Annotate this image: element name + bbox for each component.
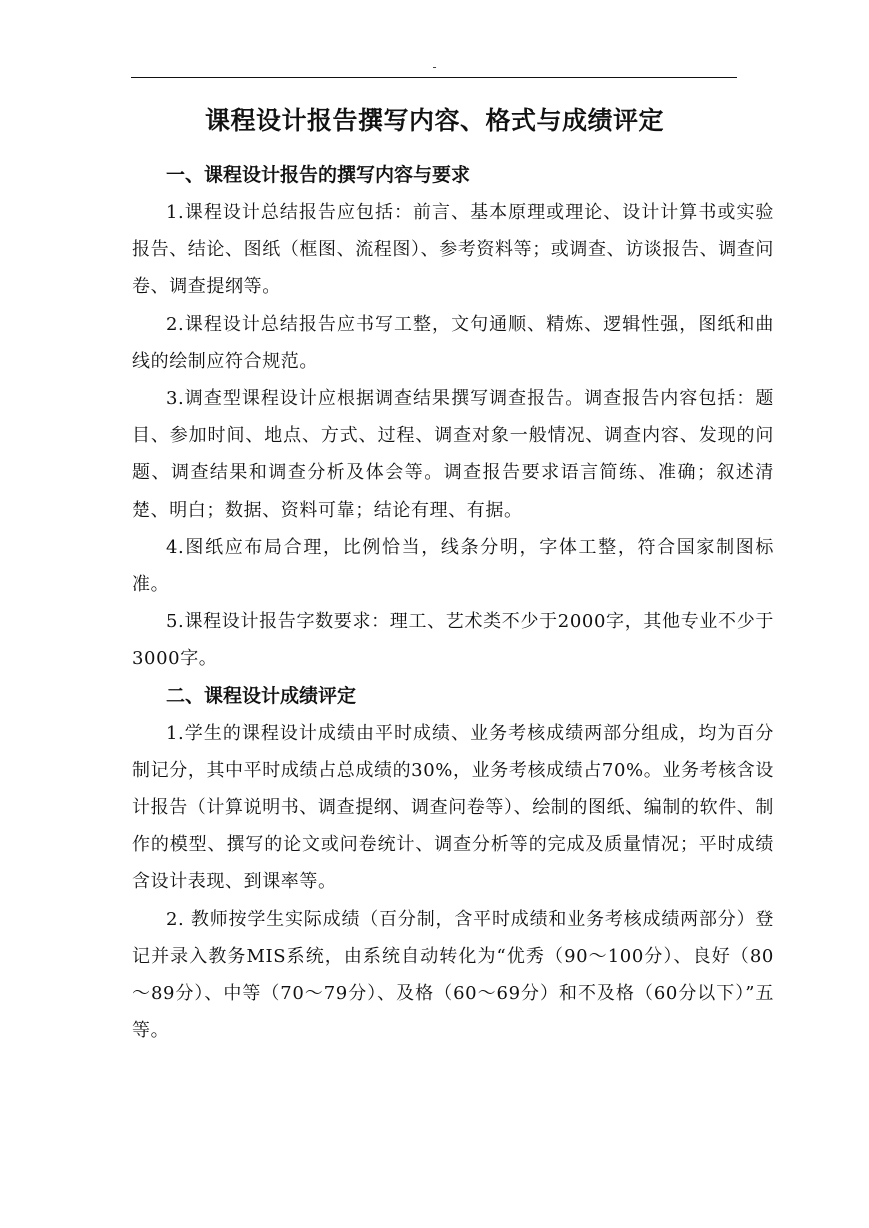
- section-grading: [132, 678, 774, 1050]
- section-heading: 二、课程设计成绩评定: [166, 684, 357, 707]
- paragraph: 1.学生的课程设计成绩由平时成绩、业务考核成绩两部分组成，均为百分制记分，其中平时成绩占总成绩的30%，业务考核成绩占70%。业务考核含设计报告（计算说明书、调查提纲、调查问卷等）、绘制的图纸、编制的软件、制作的模型、撰写的论文或问卷统计、调查分析等的完成及质量情况；平时成绩含设计表现、到课率等。: [132, 722, 774, 893]
- section-writing-requirements: [132, 157, 774, 678]
- section-heading: 一、课程设计报告的撰写内容与要求: [166, 164, 471, 186]
- document-body: [132, 157, 774, 1049]
- paragraph: 2. 教师按学生实际成绩（百分制，含平时成绩和业务考核成绩两部分）登记并录入教务MIS系统，由系统自动转化为“优秀（90～100分）、良好（80～89分）、中等（70～79分）、及格（60～69分）和不及格（60分以下）”五等。: [132, 908, 774, 1042]
- paragraph: 4.图纸应布局合理，比例恰当，线条分明，字体工整，符合国家制图标准。: [132, 536, 774, 596]
- paragraph: 2.课程设计总结报告应书写工整，文句通顺、精炼、逻辑性强，图纸和曲线的绘制应符合规范。: [132, 313, 774, 372]
- page-header-mark: -: [432, 60, 437, 74]
- paragraph: 1.课程设计总结报告应包括：前言、基本原理或理论、设计计算书或实验报告、结论、图纸（框图、流程图）、参考资料等；或调查、访谈报告、调查问卷、调查提纲等。: [132, 202, 774, 298]
- paragraph: 3.调查型课程设计应根据调查结果撰写调查报告。调查报告内容包括：题目、参加时间、地点、方式、过程、调查对象一般情况、调查内容、发现的问题、调查结果和调查分析及体会等。调查报告要求语言简练、准确；叙述清楚、明白；数据、资料可靠；结论有理、有据。: [132, 388, 774, 521]
- document-title: 课程设计报告撰写内容、格式与成绩评定: [204, 106, 664, 135]
- header-rule: [131, 77, 737, 78]
- paragraph: 5.课程设计报告字数要求：理工、艺术类不少于2000字，其他专业不少于3000字。: [132, 611, 774, 670]
